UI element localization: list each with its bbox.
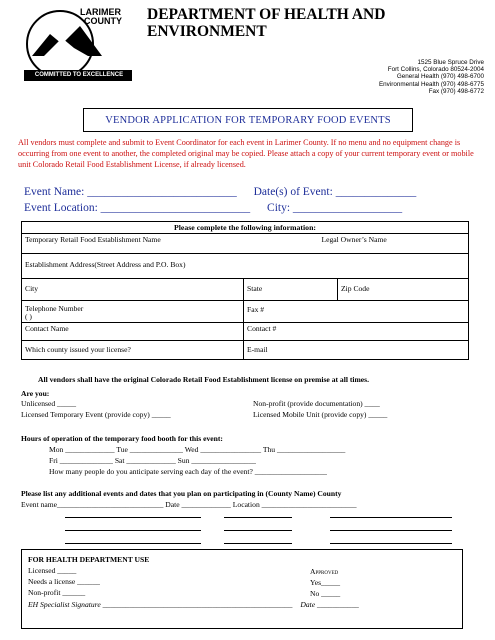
hours-label: Hours of operation of the temporary food booth for this event: [21,434,223,443]
logo-line2: COUNTY [84,16,122,26]
nonprofit-check[interactable]: Non-profit ______ [28,588,86,597]
approved-yes[interactable]: Yes_____ [310,578,341,587]
info-table [21,221,469,360]
licensed-mobile-option[interactable]: Licensed Mobile Unit (provide copy) _____ [253,410,388,419]
address-block [379,59,484,95]
email-cell[interactable] [244,341,469,360]
establishment-address-cell[interactable] [22,254,469,279]
event-location-label: Event Location: [24,202,101,214]
address-line: Fort Collins, Colorado 80524-2004 [387,66,484,74]
establishment-name-cell[interactable] [22,234,469,254]
larimer-county-logo [22,4,137,84]
health-dept-title: FOR HEALTH DEPARTMENT USE [28,555,150,564]
instructions-notice: All vendors must complete and submit to Event Coordinator for each event in Larimer County. If no menu and no equipment change is occurring from one event to another, the completed original may be copied. Please attach a copy of your current temporary event or mobile unit Colorado Retail Food Establishment License, if already licensed. [18,138,474,169]
application-title-box [83,108,413,132]
address-label: Establishment Address(Street Address and P.O. Box) [25,260,186,269]
establishment-name-label: Temporary Retail Food Establishment Name [25,235,161,244]
other-events-label: Please list any additional events and dates that you plan on participating in (County Name) County [21,489,342,498]
signature-field[interactable]: __________________________________________________ [102,600,293,609]
health-department-use-box [21,549,463,629]
county-license-cell[interactable] [22,341,244,360]
telephone-label: Telephone Number [25,304,84,313]
date-field[interactable]: ___________ [317,600,359,609]
zip-label: Zip Code [341,284,370,293]
department-title [147,6,447,40]
city-cell[interactable] [22,279,244,301]
contact-name-cell[interactable] [22,323,244,341]
logo-tagline: COMMITTED TO EXCELLENCE [34,72,124,78]
signature-label: EH Specialist Signature [28,600,101,609]
address-line: 1525 Blue Spruce Drive [417,59,484,66]
licensed-check[interactable]: Licensed _____ [28,566,77,575]
phone-general: General Health (970) 498-6700 [396,73,484,81]
title-line2: ENVIRONMENT [147,23,267,40]
title-line1: DEPARTMENT OF HEALTH AND [147,6,386,23]
hours-row-weekend[interactable]: Fri ______________ Sat _____________ Sun _________________ [49,456,256,465]
table-header: Please complete the following information: [22,222,469,234]
fax-cell[interactable] [244,301,469,323]
other-event-row[interactable]: Event name____________________________ Date _____________ Location _________________________ [21,500,357,509]
hours-row-weekdays[interactable]: Mon _____________ Tue ______________ Wed ________________ Thu __________________ [49,445,346,454]
contact-name-label: Contact Name [25,324,69,333]
license-note: All vendors shall have the original Colorado Retail Food Establishment license on premise at all times. [38,375,370,384]
date-label: Date [300,600,316,609]
event-name-row [24,186,422,198]
unlicensed-option[interactable]: Unlicensed _____ [21,399,77,408]
needs-license-check[interactable]: Needs a license ______ [28,577,100,586]
are-you-label: Are you: [21,389,50,398]
event-dates-field[interactable]: ______________ [335,186,417,198]
logo-line1: LARIMER [80,7,121,17]
event-location-field[interactable]: __________________________ [100,202,251,214]
email-label: E-mail [247,345,268,354]
contact-number-cell[interactable] [244,323,469,341]
telephone-cell[interactable] [22,301,244,323]
city-label: City [25,284,39,293]
event-city-field[interactable]: ___________________ [292,202,403,214]
signature-row [28,600,359,609]
contact-number-label: Contact # [247,324,277,333]
approved-label: Approved [310,567,339,576]
approved-no[interactable]: No _____ [310,589,341,598]
event-city-label: City: [267,202,293,214]
nonprofit-option[interactable]: Non-profit (provide documentation) ____ [253,399,380,408]
state-label: State [247,284,263,293]
fax-label: Fax # [247,305,265,314]
state-cell[interactable] [244,279,338,301]
county-license-label: Which county issued your license? [25,345,131,354]
fax-number: Fax (970) 498-6772 [428,87,484,95]
phone-environmental: Environmental Health (970) 498-6775 [378,80,484,88]
event-location-row [24,202,408,214]
licensed-temporary-option[interactable]: Licensed Temporary Event (provide copy) _____ [21,410,171,419]
event-name-label: Event Name: [24,186,88,198]
telephone-parens: ( ) [25,312,32,321]
owner-name-label: Legal Owner’s Name [321,235,387,244]
application-title: VENDOR APPLICATION FOR TEMPORARY FOOD EVENTS [105,114,391,126]
people-served-row[interactable]: How many people do you anticipate serving each day of the event? ___________________ [49,467,327,476]
event-name-field[interactable]: __________________________ [87,186,237,198]
event-dates-label: Date(s) of Event: [253,186,336,198]
zip-cell[interactable] [338,279,469,301]
